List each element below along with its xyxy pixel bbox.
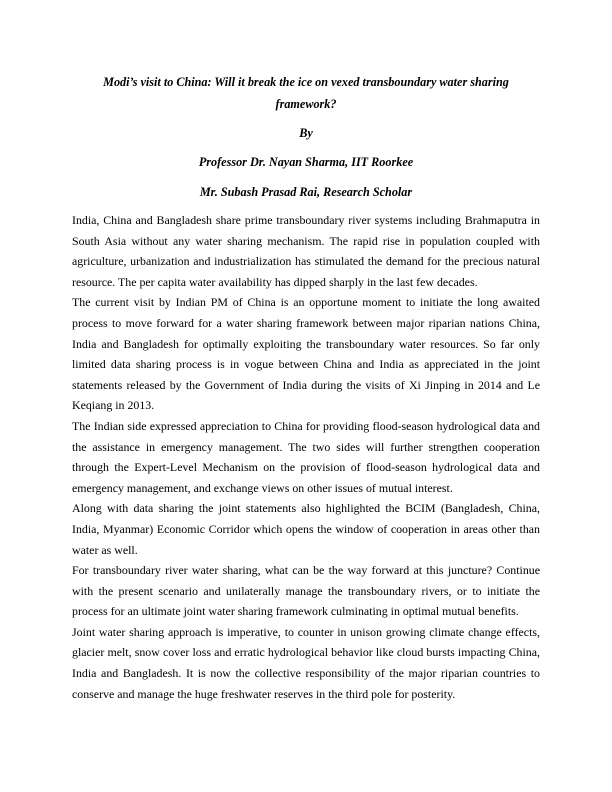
paragraph-3: The Indian side expressed appreciation to China for providing flood-season hydrological data and the assistance in emergency management. The two sides will further strengthen cooperation through the Expert-Level Mechanism on the provision of flood-season hydrological data and emergency management, and exchange views on other issues of mutual interest. [72,418,540,495]
by-label: By [299,126,313,140]
author-secondary: Mr. Subash Prasad Rai, Research Scholar [199,185,413,199]
document-title: Modi’s visit to China: Will it break the ice on vexed transboundary water sharing framework? [103,75,509,111]
paragraph-2: The current visit by Indian PM of China is an opportune moment to initiate the long awaited process to move forward for a water sharing framework between major riparian nations China, India and Bangladesh for optimally exploiting the transboundary water resources. So far only limited data sharing process is in vogue between China and India as appreciated in the joint statements released by the Government of India during the visits of Xi Jinping in 2014 and Le Keqiang in 2013. [72,295,540,413]
author-primary: Professor Dr. Nayan Sharma, IIT Roorkee [198,155,414,169]
paragraph-5: For transboundary river water sharing, what can be the way forward at this juncture? Continue with the present scenario and unilaterally manage the transboundary rivers, or to initiate the process for an ultimate joint water sharing framework culminating in optimal mutual benefits. [72,563,540,619]
article-body [72,210,540,704]
paragraph-1: India, China and Bangladesh share prime transboundary river systems including Brahmaputra in South Asia without any water sharing mechanism. The rapid rise in population coupled with agriculture, urbanization and industrialization has stimulated the demand for the precious natural resource. The per capita water availability has dipped sharply in the last few decades. [72,213,540,289]
paragraph-6: Joint water sharing approach is imperative, to counter in unison growing climate change effects, glacier melt, snow cover loss and erratic hydrological behavior like cloud bursts impacting China, India and Bangladesh. It is now the collective responsibility of the major riparian countries to conserve and manage the huge freshwater reserves in the third pole for posterity. [72,624,540,701]
paragraph-4: Along with data sharing the joint statements also highlighted the BCIM (Bangladesh, China, India, Myanmar) Economic Corridor which opens the window of cooperation in areas other than water as well. [72,501,540,557]
